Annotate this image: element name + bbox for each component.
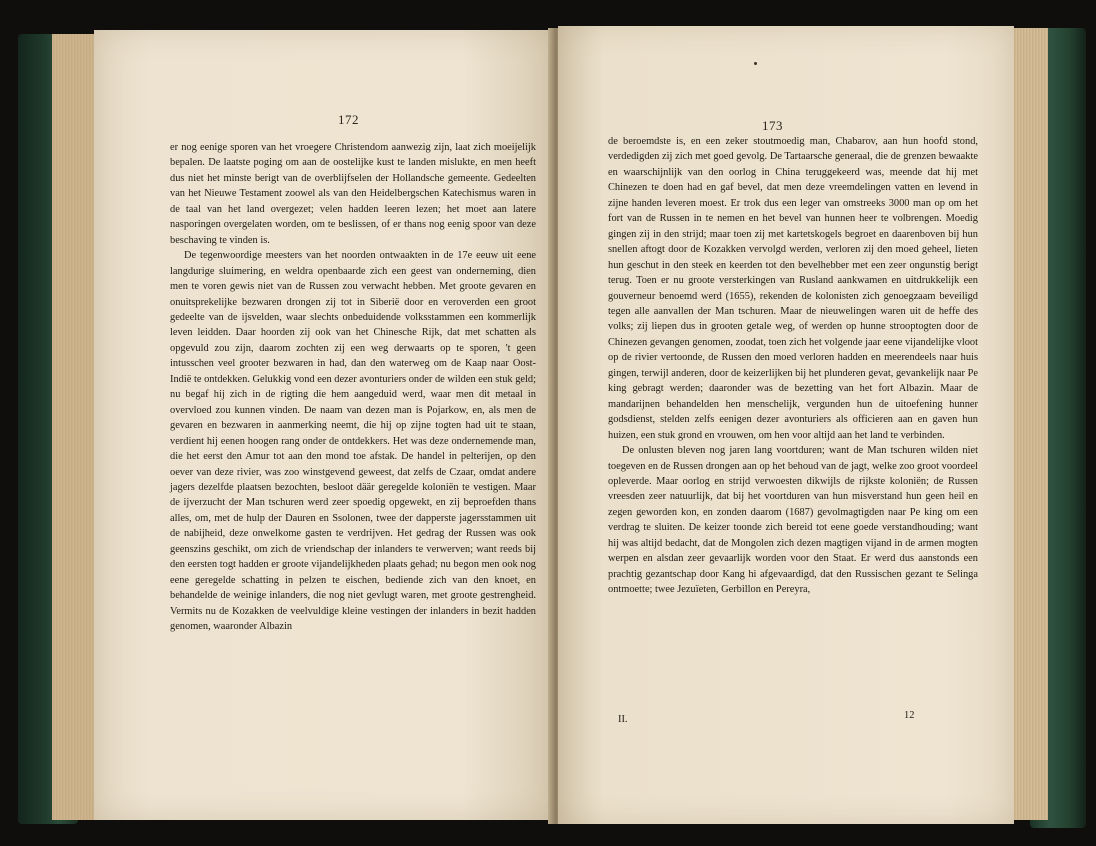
right-page-text — [608, 134, 978, 598]
paper-speck — [754, 62, 757, 65]
right-page-number: 173 — [762, 118, 783, 133]
gathering-number: 12 — [904, 710, 915, 721]
right-paragraph-2: De onlusten bleven nog jaren lang voortduren; want de Man tschuren wilden niet toegeven en de Russen drongen aan op het behoud van de jagt, welke zoo groot voordeel opleverde. Maar oorlog en strijd verwoesten dikwijls de rijkste koloniën; de Russen vreesden zeer natuurlijk, dat bij het voortduren van hun misverstand hun geen heil en zegen geworden kon, en zonden daarom (1687) gevolmagtigden naar Pe king om een verdrag te sluiten. De keizer toonde zich bereid tot eene goede verstandhouding; want hij was altijd bedacht, dat de Mongolen zich dezen magtigen vijand in de armen mogten werpen en alsdan zeer gevaarlijk worden voor den Staat. Er werd dus aanstonds een prachtig gezantschap door Kang hi afgevaardigd, dat den Russischen gezant te Selinga ontmoette; twee Jezuïeten, Gerbillon en Pereyra, — [608, 445, 978, 596]
left-page-number: 172 — [338, 112, 359, 127]
right-page — [558, 26, 1014, 824]
left-page-text — [170, 140, 536, 635]
left-page — [94, 30, 554, 820]
left-paragraph-2: De tegenwoordige meesters van het noorden ontwaakten in de 17e eeuw uit eene langdurige sluimering, en weldra openbaarde zich een geest van onderneming, dien men te voren gewis niet van de Russen zou verwacht hebben. Met groote gevaren en onuitsprekelijke bezwaren drongen zij tot in Siberië door en veroverden een groot gedeelte van de ijsvelden, waar slechts onbeduidende volksstammen een kommerlijk leven leidden. Daar hoorden zij ook van het Chinesche Rijk, dat met schatten als opgevuld zou zijn, daarom zochten zij een weg derwaarts op te sporen, 't geen intusschen veel grooter bezwaren in had, dan den waterweg om de Kaap naar Oost-Indië te ontdekken. Gelukkig vond een dezer avonturiers onder de wilden een stuk geld; nu begaf hij zich in de rigting die hem aangeduid werd, waar men dit metaal in overvloed zou kunnen vinden. De naam van dezen man is Pojarkow, en, als men de gevaren en bezwaren in aanmerking neemt, die hij op zijne togten had uit te staan, verdient hij eenen hoogen rang onder de ontdekkers. Het was deze ondernemende man, die het eerst den Amur tot aan den mond toe afstak. De handel in pelterijen, op den oever van deze rivier, was zoo winstgevend geweest, dat zelfs de Czaar, omdat andere jagers dezelfde plaatsen bezochten, besloot däär geregelde koloniën te vestigen. Maar de ijverzucht der Man tschuren werd zeer spoedig opgewekt, en zij beproefden thans alles, om, met de hulp der Dauren en Ssolonen, twee der dapperste jagersstammen uit de nabijheid, deze onwelkome gasten te verdrijven. Het gedrag der Russen was ook geenszins geschikt, om zich de vriendschap der inlanders te verwerven; want reeds bij den eersten togt hadden er groote vijandelijkheden plaats gehad; nu begon men ook nog eene geregelde schatting in pelzen te eischen, bediende zich van den knoet, en behandelde de weinige inlanders, die nog niet gevlugt waren, met groote gestrengheid. Vermits nu de Kozakken de veelvuldige kleine vestingen der inlanders in bezit hadden genomen, waaronder Albazin — [170, 250, 536, 633]
left-paragraph-1: er nog eenige sporen van het vroegere Christendom aanwezig zijn, laat zich moeijelijk bepalen. De laatste poging om aan de oostelijke kust te landen mislukte, en men heeft dus niet het minste berigt van de overblijfselen der Hollandsche gemeente. Gedeelten van het Nieuwe Testament zoowel als van den Heidelbergschen Katechismus waren in de taal van het land overgezet; velen hadden leeren lezen; het moet aan latere nasporingen overgelaten worden, om te beslissen, of er thans nog eenig spoor van deze beschaving te vinden is. — [170, 142, 536, 246]
right-paragraph-1: de beroemdste is, en een zeker stoutmoedig man, Chabarov, aan hun hoofd stond, verdedigden zij zich met goed gevolg. De Tartaarsche generaal, die de grenzen bewaakte en waarschijnlijk van den oorlog in China teruggekeerd was, meende dat hij met Chinezen te doen had en gaf bevel, dat men deze vreemdelingen vatten en levend in zijne handen leveren moest. Er trok dus een leger van omstreeks 3000 man op om het fort van de Russen in te nemen en het bevel van hunnen heer te volbrengen. Moedig gingen zij in den strijd; maar toen zij met kartetskogels begroet en daarenboven bij hun snellen aftogt door de Kozakken vervolgd werden, verloren zij den moed geheel, lieten hun geschut in den steek en keerden tot den bevelhebber met een zeer ongunstig berigt terug. Toen er nu groote versterkingen van Rusland aankwamen en uitdrukkelijk een gouverneur benoemd werd (1655), rekenden de kolonisten zich genoegzaam beveiligd tegen alle aanvallen der Man tschuren. Maar de nieuwelingen waren uit de heffe des volks; zij liepen dus in grooten getale weg, of werden op hunne strooptogten door de Chinezen gevangen genomen, zoodat, toen zich het volgende jaar eene vijandelijke vloot op de rivier vertoonde, de Russen den moed verloren hadden en meerendeels naar huis gingen, terwijl anderen, door de keizerlijken bij het plunderen gevat, gevankelijk naar Pe king gebragt werden; daaronder was de bezetting van het fort Albazin. Maar de mandarijnen behandelden hen menschelijk, vergunden hun de uitoefening hunner godsdienst, stelden zelfs eenigen dezer avonturiers als officieren aan en gaven hun huizen, een stuk grond en vrouwen, om hen voor altijd aan het land te verbinden. — [608, 136, 978, 441]
page-edges-right — [1008, 28, 1048, 820]
signature-mark: II. — [618, 714, 628, 725]
